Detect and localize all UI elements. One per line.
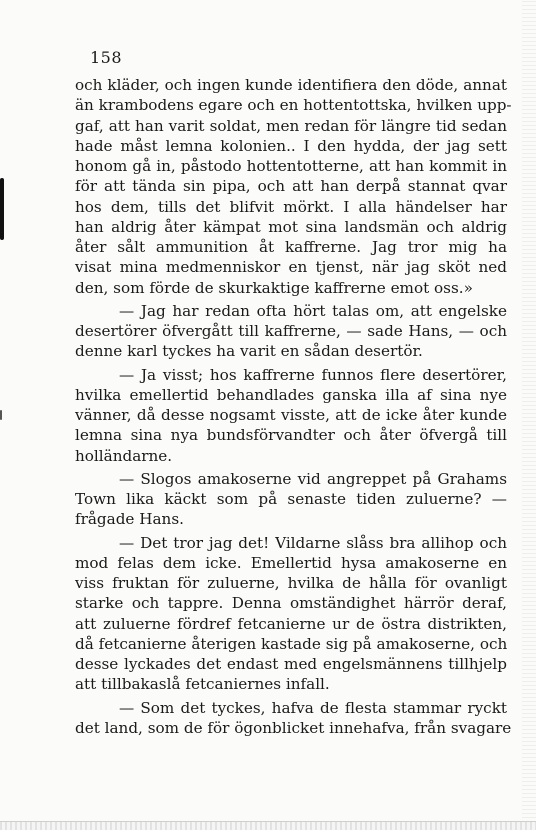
text-line: honom gå in, påstodo hottentotterne, att han kommit in — [75, 157, 507, 175]
page-edge-right — [522, 0, 536, 830]
binding-mark — [0, 410, 2, 420]
paragraph — [75, 533, 507, 695]
text-line: åter sålt ammunition åt kaffrerne. Jag tror mig ha — [75, 238, 507, 256]
text-line: för att tända sin pipa, och att han derpå stannat qvar — [75, 177, 507, 196]
text-line: gaf, att han varit soldat, men redan för längre tid sedan — [75, 116, 507, 135]
text-line: hos dem, tills det blifvit mörkt. I alla händelser har — [75, 197, 507, 216]
paragraph — [75, 469, 507, 530]
paragraph — [75, 75, 512, 298]
text-line: denne karl tyckes ha varit en sådan desertör. — [75, 342, 423, 361]
text-line: vänner, då desse nogsamt visste, att de icke åter kunde — [75, 406, 507, 424]
text-line: — Som det tyckes, hafva de flesta stammar ryckt — [119, 698, 507, 717]
text-line: holländarne. — [75, 446, 173, 465]
text-line: — Jag har redan ofta hört talas om, att engelske — [119, 301, 507, 320]
text-line: hvilka emellertid behandlades ganska illa af sina nye — [75, 385, 507, 404]
text-line: — Slogos amakoserne vid angreppet på Grahams — [119, 469, 507, 488]
text-line: än krambodens egare och en hottentottska, hvilken upp- — [75, 96, 512, 115]
text-line: visat mina medmenniskor en tjenst, när jag sköt ned — [75, 258, 507, 277]
text-line: han aldrig åter kämpat mot sina landsmän och aldrig — [75, 217, 507, 236]
paragraph — [75, 301, 507, 362]
text-line: mod felas dem icke. Emellertid hysa amakoserne en — [75, 553, 507, 572]
text-line: frågade Hans. — [75, 510, 184, 529]
paragraph — [75, 698, 512, 739]
text-line: då fetcanierne återigen kastade sig på amakoserne, och — [75, 634, 508, 653]
page-number: 158 — [90, 48, 123, 67]
text-line: Town lika käckt som på senaste tiden zuluerne? — — [75, 490, 507, 508]
text-line: det land, som de för ögonblicket innehafva, från svagare — [75, 718, 512, 737]
text-line: att tillbakaslå fetcaniernes infall. — [75, 675, 330, 694]
binding-shadow — [0, 178, 4, 240]
text-line: desse lyckades det endast med engelsmännens tillhjelp — [75, 655, 507, 673]
text-line: och kläder, och ingen kunde identifiera den döde, annat — [75, 76, 507, 94]
text-line: — Det tror jag det! Vildarne slåss bra allihop och — [119, 533, 507, 552]
text-line: — Ja visst; hos kaffrerne funnos flere desertörer, — [119, 365, 507, 384]
text-line: starke och tappre. Denna omständighet härrör deraf, — [75, 594, 507, 613]
text-line: hade måst lemna kolonien.. I den hydda, der jag sett — [75, 136, 507, 155]
text-line: viss fruktan för zuluerne, hvilka de hålla för ovanligt — [75, 574, 507, 592]
page-edge-bottom — [0, 821, 536, 830]
body-text — [75, 75, 512, 738]
text-line: den, som förde de skurkaktige kaffrerne emot oss.» — [75, 278, 473, 297]
text-line: desertörer öfvergått till kaffrerne, — sade Hans, — och — [75, 322, 507, 340]
paragraph — [75, 365, 507, 466]
text-line: lemna sina nya bundsförvandter och åter öfvergå till — [75, 426, 507, 445]
text-line: att zuluerne fördref fetcanierne ur de östra distrikten, — [75, 614, 507, 633]
